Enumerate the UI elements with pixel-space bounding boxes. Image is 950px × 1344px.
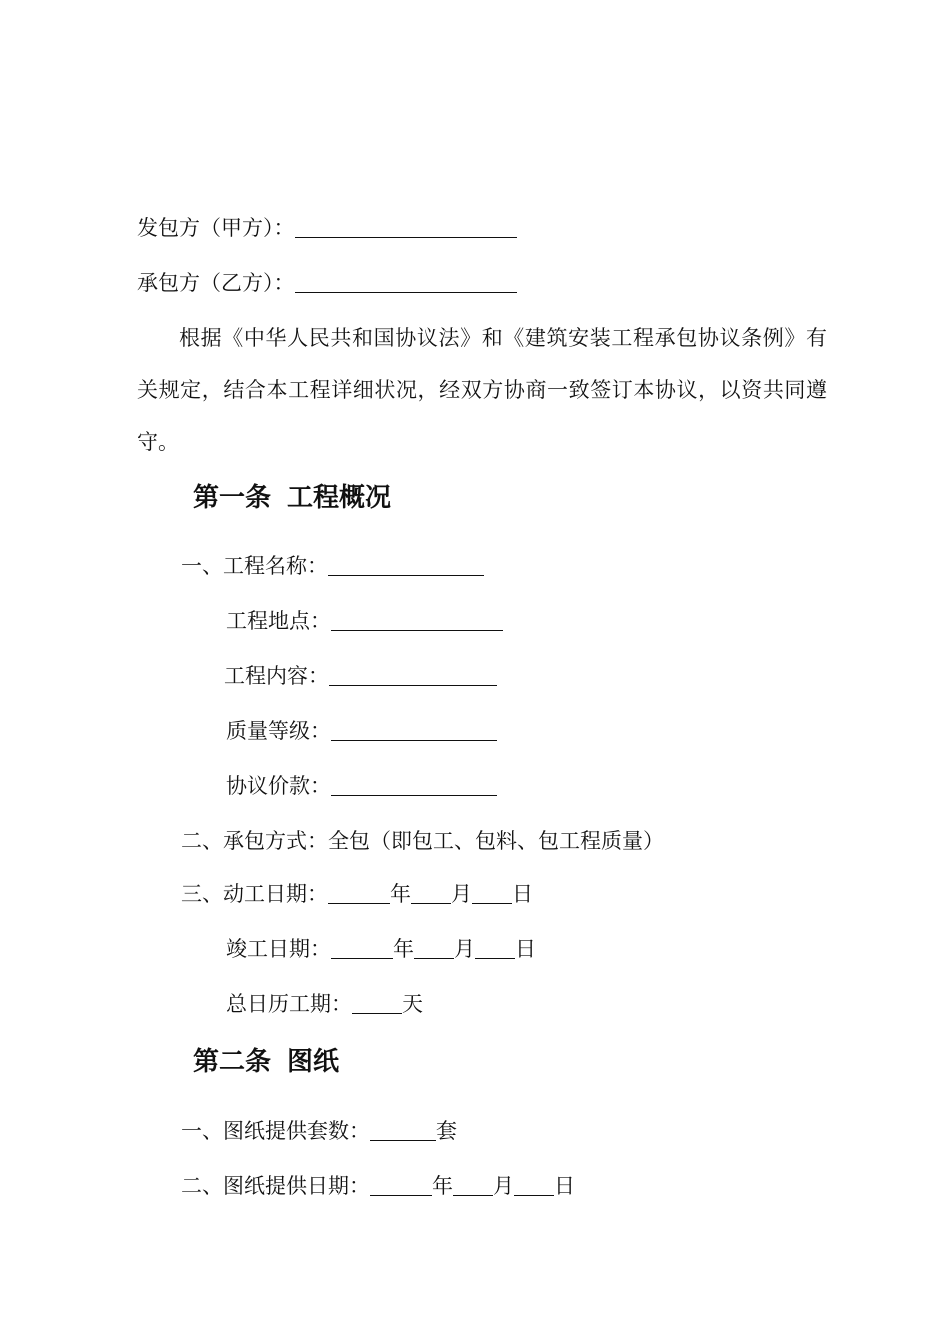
article-1-heading xyxy=(193,482,391,514)
party-b-line xyxy=(137,269,517,297)
finish-month-blank[interactable] xyxy=(414,938,454,959)
finish-day-unit: 日 xyxy=(515,937,536,961)
article-2-heading xyxy=(193,1046,339,1078)
item-1-prefix: 一、 xyxy=(181,554,223,578)
project-content-line xyxy=(224,662,497,690)
project-name-blank[interactable] xyxy=(328,555,484,576)
drawing-day-blank[interactable] xyxy=(514,1175,554,1196)
party-a-blank[interactable] xyxy=(295,217,517,238)
drawing-sets-label: 一、图纸提供套数： xyxy=(181,1119,370,1143)
quality-grade-line xyxy=(226,717,497,745)
contract-method-line xyxy=(181,827,664,855)
total-duration-blank[interactable] xyxy=(352,993,402,1014)
article-2-number: 第二条 xyxy=(193,1047,272,1077)
finish-date-line xyxy=(226,935,536,963)
party-b-blank[interactable] xyxy=(295,272,517,293)
drawing-year-unit: 年 xyxy=(432,1174,453,1198)
total-duration-label: 总日历工期： xyxy=(226,992,352,1016)
start-year-unit: 年 xyxy=(390,882,411,906)
article-1-number: 第一条 xyxy=(193,483,272,513)
party-b-label: 承包方（乙方）： xyxy=(137,271,295,295)
finish-day-blank[interactable] xyxy=(475,938,515,959)
contract-price-line xyxy=(226,772,497,800)
drawing-day-unit: 日 xyxy=(554,1174,575,1198)
drawing-sets-line xyxy=(181,1117,457,1145)
start-year-blank[interactable] xyxy=(328,883,390,904)
project-name-line xyxy=(181,552,484,580)
finish-month-unit: 月 xyxy=(454,937,475,961)
party-a-line xyxy=(137,214,517,242)
preamble-paragraph: 根据《中华人民共和国协议法》和《建筑安装工程承包协议条例》有关规定，结合本工程详细状况，经双方协商一致签订本协议，以资共同遵守。 xyxy=(137,326,827,454)
contract-price-blank[interactable] xyxy=(331,775,497,796)
project-content-blank[interactable] xyxy=(329,665,497,686)
start-month-unit: 月 xyxy=(451,882,472,906)
drawing-date-line xyxy=(181,1172,575,1200)
drawing-month-unit: 月 xyxy=(493,1174,514,1198)
start-date-label: 动工日期： xyxy=(223,882,328,906)
article-2-title: 图纸 xyxy=(287,1047,340,1077)
finish-year-blank[interactable] xyxy=(331,938,393,959)
drawing-sets-blank[interactable] xyxy=(370,1120,436,1141)
article-1-title: 工程概况 xyxy=(287,483,392,513)
contract-price-label: 协议价款： xyxy=(226,774,331,798)
finish-year-unit: 年 xyxy=(393,937,414,961)
project-name-label: 工程名称： xyxy=(223,554,328,578)
quality-grade-blank[interactable] xyxy=(331,720,497,741)
drawing-month-blank[interactable] xyxy=(453,1175,493,1196)
quality-grade-label: 质量等级： xyxy=(226,719,331,743)
drawing-year-blank[interactable] xyxy=(370,1175,432,1196)
start-date-line xyxy=(181,880,533,908)
project-location-label: 工程地点： xyxy=(226,609,331,633)
finish-date-label: 竣工日期： xyxy=(226,937,331,961)
total-duration-line xyxy=(226,990,423,1018)
contract-method-text: 二、承包方式：全包（即包工、包料、包工程质量） xyxy=(181,829,664,853)
start-day-unit: 日 xyxy=(512,882,533,906)
start-day-blank[interactable] xyxy=(472,883,512,904)
total-duration-unit: 天 xyxy=(402,992,423,1016)
drawing-date-label: 二、图纸提供日期： xyxy=(181,1174,370,1198)
project-content-label: 工程内容： xyxy=(224,664,329,688)
drawing-sets-unit: 套 xyxy=(436,1119,457,1143)
start-month-blank[interactable] xyxy=(411,883,451,904)
item-3-prefix: 三、 xyxy=(181,882,223,906)
project-location-blank[interactable] xyxy=(331,610,503,631)
project-location-line xyxy=(226,607,503,635)
party-a-label: 发包方（甲方）： xyxy=(137,216,295,240)
